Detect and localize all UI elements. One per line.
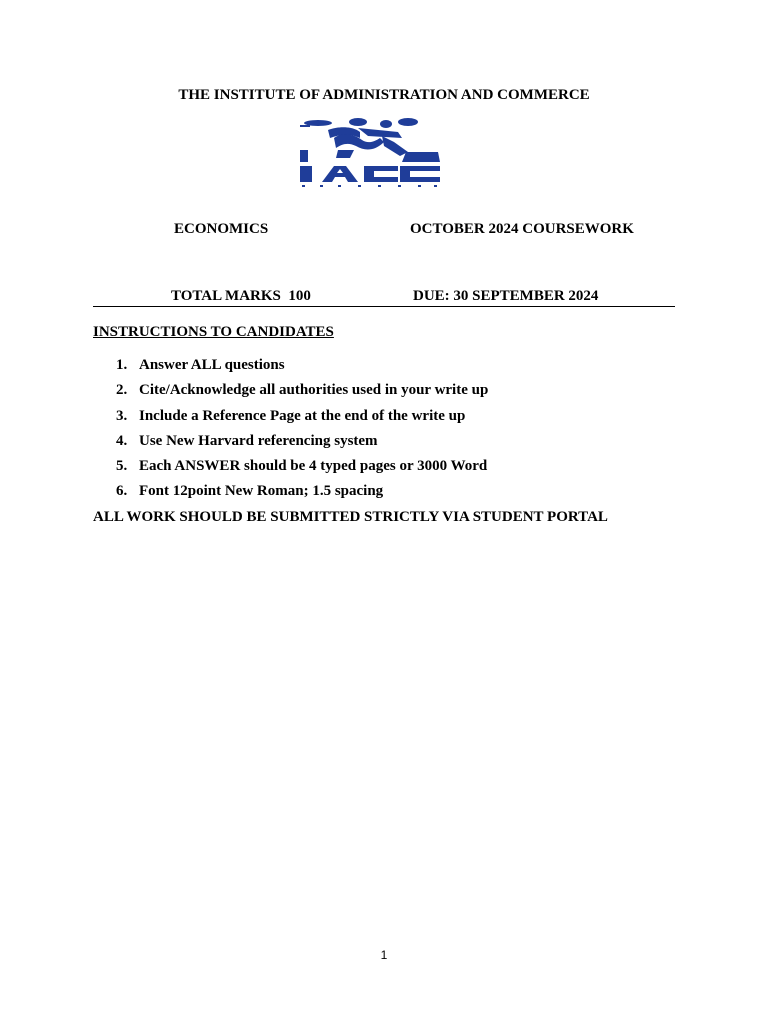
instruction-number: 6. — [116, 483, 128, 500]
instruction-number: 5. — [116, 458, 128, 475]
total-marks: TOTAL MARKS 100 — [171, 288, 311, 304]
instruction-number: 2. — [116, 382, 128, 399]
horizontal-divider — [93, 306, 675, 307]
iac-logo — [298, 116, 442, 188]
instruction-number: 3. — [116, 407, 128, 424]
page-number: 1 — [380, 948, 388, 962]
instruction-text: Answer ALL questions — [139, 357, 285, 373]
instructions-heading: INSTRUCTIONS TO CANDIDATES — [93, 324, 334, 340]
submission-note: ALL WORK SHOULD BE SUBMITTED STRICTLY VIA STUDENT PORTAL — [93, 509, 608, 525]
instruction-number: 1. — [116, 357, 128, 373]
institute-title: THE INSTITUTE OF ADMINISTRATION AND COMMERCE — [178, 87, 590, 103]
instruction-text: Font 12point New Roman; 1.5 spacing — [139, 483, 384, 500]
instruction-text: Each ANSWER should be 4 typed pages or 3000 Word — [139, 458, 488, 475]
instruction-text: Include a Reference Page at the end of the write up — [139, 407, 466, 424]
coursework-session: OCTOBER 2024 COURSEWORK — [410, 221, 634, 237]
subject-title: ECONOMICS — [174, 221, 269, 237]
due-date: DUE: 30 SEPTEMBER 2024 — [413, 288, 599, 304]
instruction-text: Use New Harvard referencing system — [139, 432, 378, 449]
instruction-text: Cite/Acknowledge all authorities used in your write up — [139, 382, 489, 399]
instruction-number: 4. — [116, 432, 128, 449]
